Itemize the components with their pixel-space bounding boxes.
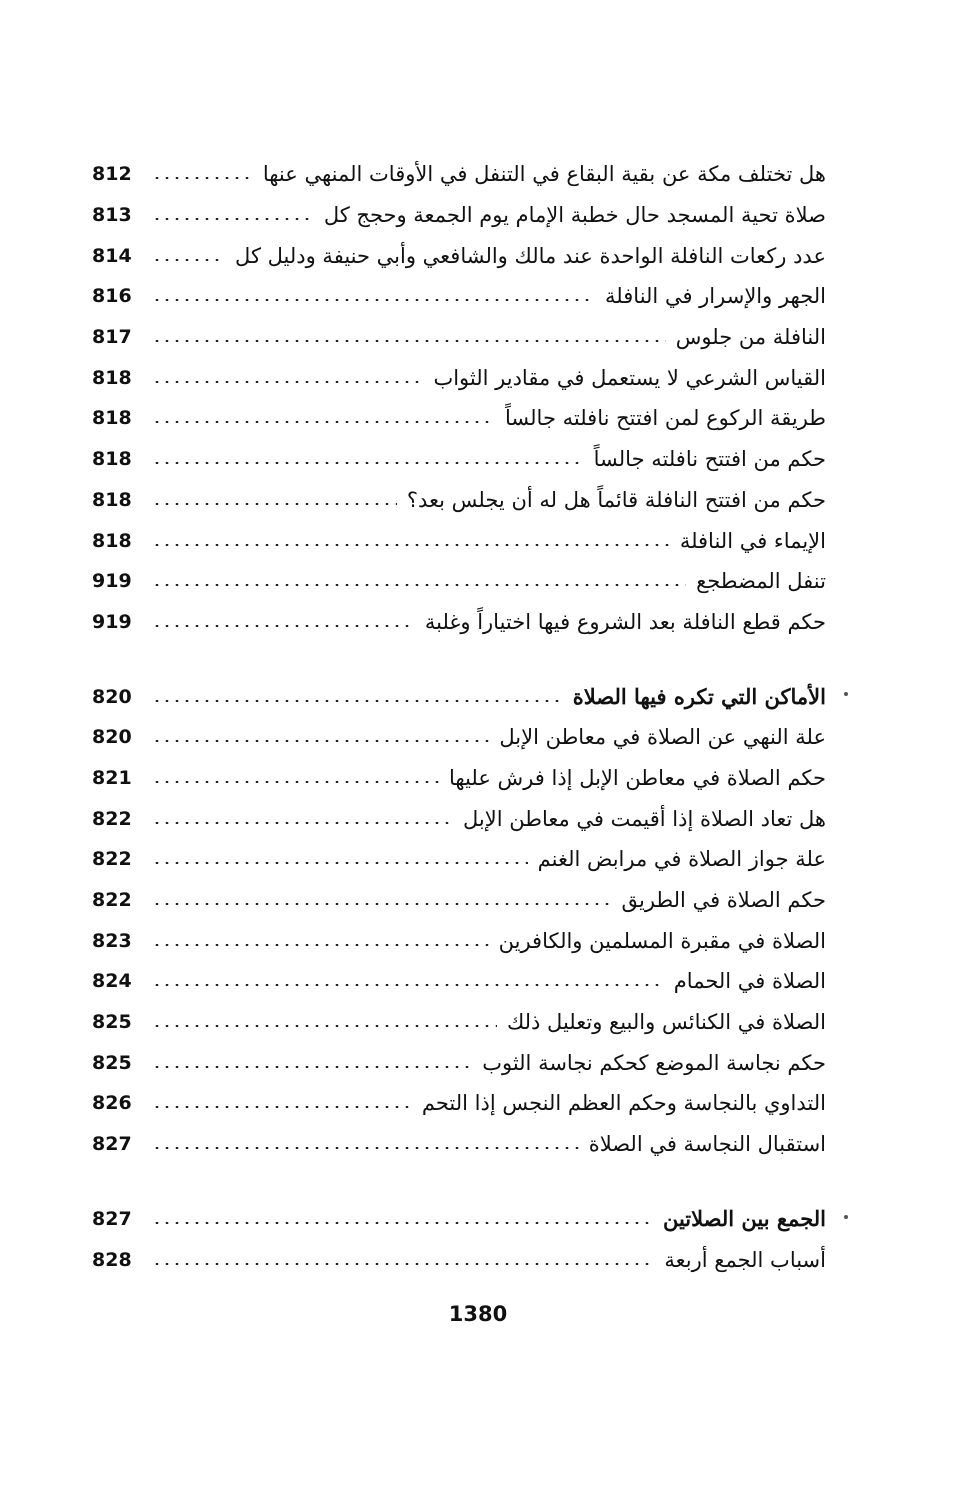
toc-page-number: 828	[92, 1248, 132, 1271]
toc-dot-leader	[152, 503, 397, 505]
toc-page-number: 919	[92, 570, 132, 593]
toc-entry-title: هل تختلف مكة عن بقية البقاع في التنفل في الأوقات المنهي عنها	[262, 162, 826, 187]
page-number: 1380	[448, 1302, 508, 1326]
toc-page-number: 825	[92, 1051, 132, 1074]
toc-group	[86, 1199, 826, 1280]
toc-entry-title: طريقة الركوع لمن افتتح نافلته جالساً	[505, 406, 826, 431]
table-of-contents	[86, 154, 826, 1280]
toc-dot-leader	[152, 1106, 412, 1108]
toc-entry-title: حكم من افتتح نافلته جالساً	[593, 447, 826, 472]
toc-dot-leader	[152, 340, 666, 342]
toc-page-number: 827	[92, 1133, 132, 1156]
toc-entry-title: علة النهي عن الصلاة في معاطن الإبل	[499, 725, 826, 750]
toc-entry-title: الصلاة في مقبرة المسلمين والكافرين	[498, 928, 826, 953]
toc-page-number: 822	[92, 848, 132, 871]
toc-entry	[86, 880, 826, 921]
toc-entry	[86, 839, 826, 880]
toc-entry	[86, 235, 826, 276]
toc-dot-leader	[152, 584, 686, 586]
toc-dot-leader	[152, 625, 415, 627]
toc-page-number: 822	[92, 807, 132, 830]
toc-dot-leader	[152, 944, 489, 946]
toc-dot-leader	[152, 218, 314, 220]
toc-entry-title: حكم نجاسة الموضع كحكم نجاسة الثوب	[482, 1050, 826, 1075]
toc-page-number: 820	[92, 726, 132, 749]
toc-entry-title: عدد ركعات النافلة الواحدة عند مالك والشافعي وأبي حنيفة ودليل كل	[235, 243, 826, 268]
toc-dot-leader	[152, 299, 595, 301]
toc-dot-leader	[152, 381, 423, 383]
toc-entry-title: الإيماء في النافلة	[679, 528, 826, 553]
toc-page-number: 813	[92, 204, 132, 227]
toc-entry	[86, 520, 826, 561]
toc-entry-title: علة جواز الصلاة في مرابض الغنم	[537, 847, 826, 872]
toc-dot-leader	[152, 1222, 653, 1224]
toc-page-number: 817	[92, 326, 132, 349]
toc-dot-leader	[152, 862, 528, 864]
toc-dot-leader	[152, 421, 495, 423]
toc-group	[86, 676, 826, 1164]
toc-page-number: 823	[92, 929, 132, 952]
toc-dot-leader	[152, 1263, 654, 1265]
toc-dot-leader	[152, 1025, 497, 1027]
toc-entry	[86, 154, 826, 195]
toc-dot-leader	[152, 984, 664, 986]
toc-page-number: 816	[92, 285, 132, 308]
toc-entry	[86, 758, 826, 799]
toc-dot-leader	[152, 700, 563, 702]
toc-page-number: 827	[92, 1207, 132, 1230]
toc-page-number: 821	[92, 766, 132, 789]
toc-page-number: 824	[92, 970, 132, 993]
toc-entry	[86, 195, 826, 236]
toc-page-number: 818	[92, 488, 132, 511]
toc-group	[86, 154, 826, 642]
toc-dot-leader	[152, 462, 584, 464]
toc-entry-title: الأماكن التي تكره فيها الصلاة	[572, 683, 826, 709]
toc-entry-title: الصلاة في الكنائس والبيع وتعليل ذلك	[506, 1010, 826, 1035]
toc-entry	[86, 717, 826, 758]
toc-entry	[86, 1239, 826, 1280]
toc-page-number: 818	[92, 407, 132, 430]
toc-page-number: 919	[92, 610, 132, 633]
toc-entry-title: حكم قطع النافلة بعد الشروع فيها اختياراً وغلبة	[424, 609, 826, 634]
toc-page-number: 825	[92, 1011, 132, 1034]
toc-entry	[86, 357, 826, 398]
toc-dot-leader	[152, 544, 670, 546]
toc-section-heading	[86, 1199, 826, 1240]
toc-entry	[86, 480, 826, 521]
toc-groups	[86, 154, 826, 1280]
toc-entry	[86, 317, 826, 358]
toc-entry-title: الجمع بين الصلاتين	[662, 1205, 826, 1231]
toc-entry	[86, 1002, 826, 1043]
section-bullet-icon	[844, 692, 848, 696]
toc-dot-leader	[152, 1066, 472, 1068]
toc-page-number: 818	[92, 366, 132, 389]
toc-entry	[86, 602, 826, 643]
toc-page-number: 822	[92, 889, 132, 912]
toc-entry	[86, 1042, 826, 1083]
toc-section-heading	[86, 676, 826, 717]
toc-entry-title: صلاة تحية المسجد حال خطبة الإمام يوم الجمعة وحجج كل	[323, 203, 826, 228]
toc-entry-title: حكم الصلاة في الطريق	[621, 888, 826, 913]
toc-entry	[86, 439, 826, 480]
toc-entry-title: التداوي بالنجاسة وحكم العظم النجس إذا التحم	[421, 1091, 826, 1116]
toc-page-number: 814	[92, 244, 132, 267]
toc-page-number: 826	[92, 1092, 132, 1115]
toc-page-number: 820	[92, 685, 132, 708]
toc-entry	[86, 920, 826, 961]
toc-entry-title: استقبال النجاسة في الصلاة	[588, 1132, 826, 1157]
toc-entry-title: النافلة من جلوس	[675, 325, 826, 350]
toc-page-number: 812	[92, 163, 132, 186]
section-bullet-icon	[844, 1215, 848, 1219]
toc-entry	[86, 398, 826, 439]
toc-page-number: 818	[92, 529, 132, 552]
toc-page-number: 818	[92, 448, 132, 471]
toc-entry-title: الصلاة في الحمام	[673, 969, 826, 994]
toc-entry-title: الجهر والإسرار في النافلة	[605, 284, 826, 309]
toc-dot-leader	[152, 177, 253, 179]
toc-dot-leader	[152, 903, 611, 905]
toc-entry	[86, 961, 826, 1002]
toc-entry	[86, 276, 826, 317]
toc-entry-title: هل تعاد الصلاة إذا أقيمت في معاطن الإبل	[463, 806, 826, 831]
toc-entry-title: حكم الصلاة في معاطن الإبل إذا فرش عليها	[448, 765, 826, 790]
toc-dot-leader	[152, 259, 225, 261]
toc-entry	[86, 1124, 826, 1165]
toc-entry-title: حكم من افتتح النافلة قائماً هل له أن يجلس بعد؟	[406, 487, 826, 512]
toc-entry	[86, 561, 826, 602]
toc-entry-title: تنفل المضطجع	[696, 569, 826, 594]
toc-entry	[86, 1083, 826, 1124]
toc-entry	[86, 798, 826, 839]
toc-dot-leader	[152, 1147, 579, 1149]
toc-entry-title: القياس الشرعي لا يستعمل في مقادير الثواب	[433, 365, 826, 390]
toc-dot-leader	[152, 740, 489, 742]
toc-dot-leader	[152, 822, 453, 824]
toc-entry-title: أسباب الجمع أربعة	[664, 1247, 826, 1272]
toc-dot-leader	[152, 781, 439, 783]
